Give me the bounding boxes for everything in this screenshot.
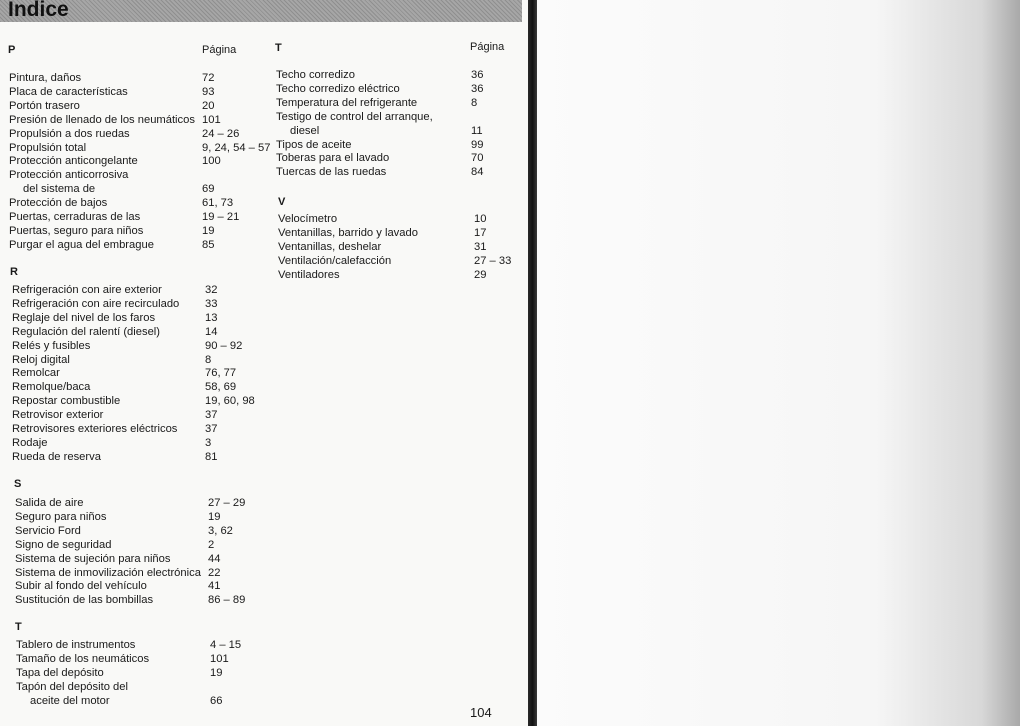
index-term: Temperatura del refrigerante [276,96,418,109]
index-term: Tapa del depósito [16,666,104,679]
index-term: Salida de aire [15,497,84,509]
index-term: Ventiladores [278,268,340,281]
index-term: aceite del motor [30,694,110,707]
index-page-ref: 27 – 29 [208,497,246,509]
index-entry [15,539,275,553]
index-page-ref: 13 [205,311,218,324]
index-page-ref: 90 – 92 [205,339,243,352]
index-page-ref: 44 [208,552,221,565]
index-entry [9,142,269,156]
index-entry [276,97,536,111]
index-term: Presión de llenado de los neumáticos [9,113,195,126]
index-entry [276,125,536,139]
index-page-ref: 37 [205,423,218,435]
section-letter-t: T [15,621,22,633]
index-page-ref: 4 – 15 [210,639,242,651]
index-page-ref: 3 [205,436,212,449]
index-term: Rueda de reserva [12,450,101,463]
index-page-ref: 66 [210,694,223,707]
index-entry [9,225,269,239]
section-letter-t-right: T [275,42,282,54]
index-entry [12,423,272,437]
index-term: Subir al fondo del vehículo [15,580,147,593]
section-letter-r: R [10,266,18,278]
page-column-header-left: Página [202,44,237,56]
index-page-ref: 101 [202,113,221,126]
index-page-ref: 8 [471,96,478,109]
index-page-ref: 19 [202,224,215,237]
index-entry [16,639,276,653]
index-term: Protección de bajos [9,197,108,210]
index-entry [276,83,536,97]
index-term: Tapón del depósito del [16,680,128,693]
index-entry [9,86,269,100]
index-page-ref: 17 [474,226,487,239]
index-entry [276,111,536,125]
index-entry [12,284,272,298]
index-term: Signo de seguridad [15,538,112,551]
index-entry [278,227,538,241]
index-page-ref: 81 [205,450,218,463]
index-term: Tipos de aceite [276,138,352,151]
index-page-ref: 76, 77 [205,367,237,380]
index-entry [12,298,272,312]
index-entry [9,169,269,183]
index-page-ref: 29 [474,268,487,281]
section-letter-p: P [8,44,16,56]
index-page-ref: 86 – 89 [208,594,246,607]
index-entry [12,451,272,465]
index-page-ref: 99 [471,138,484,151]
index-term: Seguro para niños [15,510,107,523]
index-page-ref: 27 – 33 [474,254,512,267]
index-page-ref: 19 [210,666,223,679]
index-entry [278,269,538,283]
index-entry [276,166,536,180]
index-page-ref: 93 [202,85,215,98]
header-bar [0,0,522,22]
index-term: Velocímetro [278,213,338,225]
index-term: Reloj digital [12,353,70,366]
index-page-ref: 11 [471,124,483,137]
page-column-header-right: Página [470,41,505,53]
index-entry [9,128,269,142]
index-term: Protección anticorrosiva [9,169,129,182]
index-term: Sistema de inmovilización electrónica [15,566,201,579]
index-entry [9,155,269,169]
index-entry [15,567,275,581]
index-entry [15,553,275,567]
index-page-ref: 14 [205,325,218,338]
index-page-ref: 2 [208,538,215,551]
index-entry [278,241,538,255]
index-page-ref: 31 [474,240,487,253]
section-letter-v: V [278,196,286,208]
index-term: Rodaje [12,436,48,449]
index-entry [12,312,272,326]
index-page-ref: 20 [202,99,215,112]
page-number: 104 [470,705,492,720]
index-entry [12,381,272,395]
index-entry [16,681,276,695]
index-term: Repostar combustible [12,395,121,408]
index-term: Retrovisor exterior [12,409,104,422]
index-entry [276,152,536,166]
index-term: Propulsión total [9,141,87,154]
index-term: del sistema de [23,183,96,196]
index-term: Remolcar [12,367,60,380]
right-page-blank [537,0,1020,726]
index-term: diesel [290,124,320,137]
index-term: Ventanillas, deshelar [278,240,382,253]
index-entry [12,367,272,381]
index-entry [276,139,536,153]
book-spine-shadow [528,0,537,726]
index-entry [9,100,269,114]
index-page-ref: 22 [208,566,221,579]
index-entry [9,183,269,197]
index-entry [15,580,275,594]
index-page-ref: 36 [471,82,484,95]
index-page-ref: 41 [208,580,221,593]
index-term: Reglaje del nivel de los faros [12,311,156,324]
index-term: Testigo de control del arranque, [276,110,433,123]
index-entry [12,340,272,354]
index-entry [15,594,275,608]
index-term: Ventanillas, barrido y lavado [278,226,418,239]
section-letter-s: S [14,478,22,490]
index-page-ref: 19 [208,510,221,523]
index-term: Puertas, seguro para niños [9,224,144,237]
index-page-ref: 33 [205,297,218,310]
index-entry [12,409,272,423]
index-term: Protección anticongelante [9,155,138,168]
index-page-ref: 37 [205,409,218,422]
page-title: Indice [8,0,69,21]
index-term: Puertas, cerraduras de las [9,211,141,223]
index-entry [12,437,272,451]
index-entry [9,239,269,253]
index-term: Ventilación/calefacción [278,254,392,267]
index-entry [16,653,276,667]
index-term: Relés y fusibles [12,339,91,352]
index-page-ref: 85 [202,238,215,251]
index-entry [15,497,275,511]
index-entry [9,211,269,225]
index-entry [9,197,269,211]
index-page-ref: 32 [205,284,218,296]
index-term: Portón trasero [9,99,80,112]
index-entry [9,72,269,86]
index-page-ref: 100 [202,155,221,168]
index-entry [15,511,275,525]
index-entry [276,69,536,83]
index-page-ref: 84 [471,166,484,179]
index-page-ref: 8 [205,353,212,366]
index-page-ref: 58, 69 [205,381,237,394]
index-entry [278,255,538,269]
index-page-ref: 10 [474,213,487,225]
index-page-ref: 36 [471,69,484,81]
index-term: Techo corredizo [276,69,355,81]
index-page-ref: 24 – 26 [202,127,240,140]
index-page-ref: 19 – 21 [202,211,240,223]
index-entry [16,667,276,681]
index-entry [278,213,538,227]
index-entry [12,395,272,409]
index-term: Tablero de instrumentos [16,639,136,651]
index-page-ref: 3, 62 [208,524,233,537]
index-entry [15,525,275,539]
index-entry [12,326,272,340]
index-entry [16,695,276,709]
index-term: Tamaño de los neumáticos [16,652,150,665]
index-term: Retrovisores exteriores eléctricos [12,423,178,435]
index-term: Servicio Ford [15,524,81,537]
index-entry [12,354,272,368]
index-page-ref: 19, 60, 98 [205,395,255,408]
index-term: Regulación del ralentí (diesel) [12,325,161,338]
index-term: Purgar el agua del embrague [9,238,154,251]
index-term: Refrigeración con aire recirculado [12,297,180,310]
index-term: Sistema de sujeción para niños [15,552,171,565]
index-page-ref: 9, 24, 54 – 57 [202,141,271,154]
index-term: Techo corredizo eléctrico [276,82,400,95]
index-page-ref: 61, 73 [202,197,234,210]
index-term: Propulsión a dos ruedas [9,127,130,140]
index-term: Tuercas de las ruedas [276,166,387,179]
index-term: Toberas para el lavado [276,152,390,165]
index-entry [9,114,269,128]
index-term: Pintura, daños [9,72,82,84]
index-page-ref: 70 [471,152,484,165]
index-term: Refrigeración con aire exterior [12,284,162,296]
index-page-ref: 69 [202,183,215,196]
index-term: Remolque/baca [12,381,91,394]
index-term: Placa de características [9,85,128,98]
index-page-ref: 101 [210,652,229,665]
index-term: Sustitución de las bombillas [15,594,154,607]
index-page-ref: 72 [202,72,215,84]
